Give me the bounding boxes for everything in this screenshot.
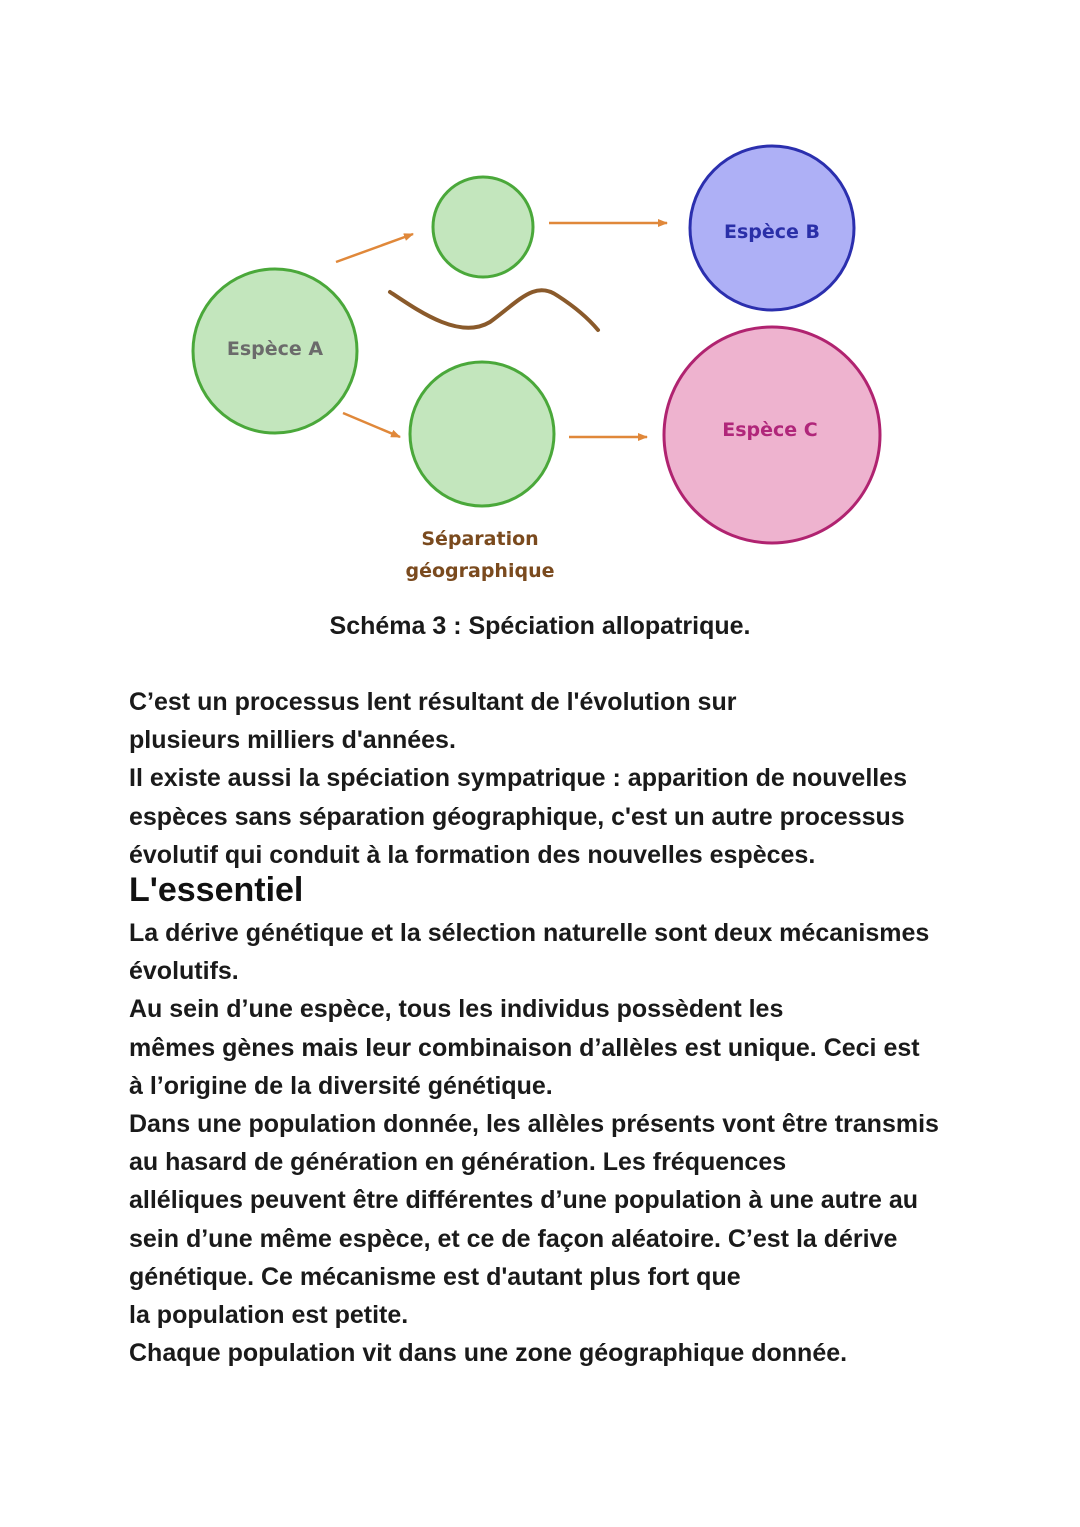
essentiel-section: [129, 870, 1009, 1372]
intro-paragraph: [129, 683, 1009, 874]
intro-line: plusieurs milliers d'années.: [129, 726, 456, 755]
essentiel-line: sein d’une même espèce, et ce de façon aléatoire. C’est la dérive: [129, 1224, 898, 1253]
figure-caption: Schéma 3 : Spéciation allopatrique.: [329, 612, 751, 640]
bottom-population-circle: [410, 362, 554, 506]
geographic-barrier-line: [390, 290, 598, 330]
species-b-label: Espèce B: [723, 221, 821, 243]
essentiel-heading: L'essentiel: [129, 871, 304, 909]
intro-line: espèces sans séparation géographique, c'est un autre processus: [129, 802, 905, 831]
essentiel-line: mêmes gènes mais leur combinaison d’allèles est unique. Ceci est: [129, 1033, 920, 1062]
species-a-label: Espèce A: [226, 338, 324, 360]
essentiel-line: à l’origine de la diversité génétique.: [129, 1071, 553, 1100]
essentiel-line: Chaque population vit dans une zone géographique donnée.: [129, 1339, 848, 1368]
essentiel-line: au hasard de génération en génération. Les fréquences: [129, 1148, 787, 1177]
species-c-label: Espèce C: [722, 419, 818, 441]
intro-line: C’est un processus lent résultant de l'évolution sur: [129, 688, 737, 716]
intro-line: évolutif qui conduit à la formation des nouvelles espèces.: [129, 840, 816, 869]
essentiel-line: alléliques peuvent être différentes d’une population à une autre au: [129, 1186, 919, 1215]
arrow-a-to-top: [336, 234, 413, 262]
essentiel-line: génétique. Ce mécanisme est d'autant plus fort que: [129, 1262, 741, 1291]
essentiel-line: Dans une population donnée, les allèles présents vont être transmis: [129, 1110, 939, 1139]
intro-line: Il existe aussi la spéciation sympatrique : apparition de nouvelles: [129, 764, 908, 793]
essentiel-line: Au sein d’une espèce, tous les individus possèdent les: [129, 995, 784, 1024]
essentiel-line: la population est petite.: [129, 1301, 409, 1330]
essentiel-line: La dérive génétique et la sélection naturelle sont deux mécanismes: [129, 919, 930, 947]
essentiel-line: évolutifs.: [129, 957, 239, 986]
arrow-a-to-bottom: [343, 413, 400, 437]
separation-label-line1: Séparation: [421, 528, 539, 550]
top-population-circle: [433, 177, 533, 277]
speciation-diagram: [0, 0, 1080, 600]
separation-label-line2: géographique: [405, 560, 555, 582]
